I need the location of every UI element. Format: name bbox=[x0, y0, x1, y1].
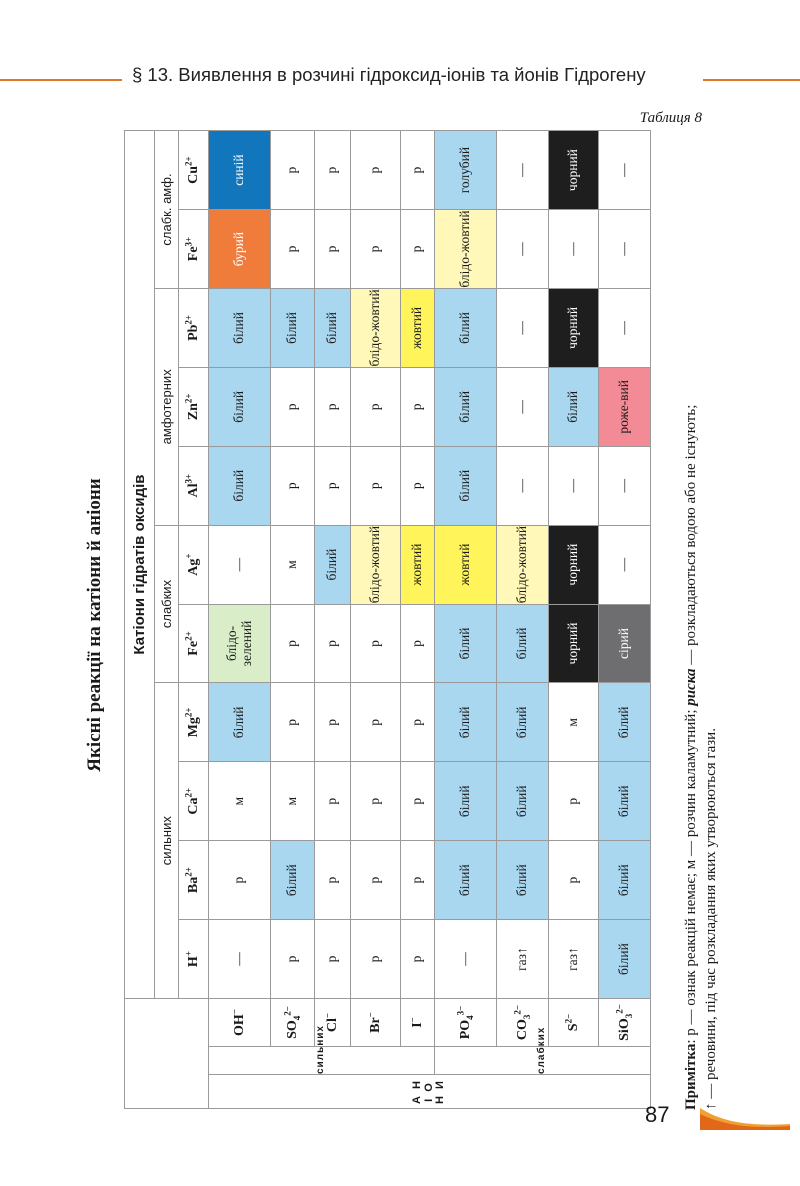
table-cell: чорний bbox=[549, 288, 599, 367]
table-cell: білий bbox=[271, 288, 315, 367]
table-cell: білий bbox=[315, 525, 351, 604]
table-row bbox=[315, 131, 351, 1109]
cation-header-1 bbox=[179, 841, 209, 920]
table-cell: — bbox=[497, 131, 549, 210]
cation-symbol: Fe bbox=[186, 640, 202, 656]
table-cell: р bbox=[315, 367, 351, 446]
table-cell: білий bbox=[209, 446, 271, 525]
anion-header bbox=[549, 998, 599, 1046]
table-cell: білий bbox=[497, 762, 549, 841]
table-cell: блідо-жовтий bbox=[435, 210, 497, 289]
table-cell: білий bbox=[209, 367, 271, 446]
table-cell: р bbox=[271, 683, 315, 762]
table-cell: білий bbox=[599, 841, 651, 920]
anion-header bbox=[271, 998, 315, 1046]
anion-charge: − bbox=[365, 1012, 376, 1018]
table-title: Якісні реакції на катіони й аніони bbox=[84, 478, 105, 772]
table-cell: р bbox=[271, 210, 315, 289]
table-cell: жовтий bbox=[435, 525, 497, 604]
anion-charge: 2− bbox=[563, 1013, 574, 1024]
table-cell: білий bbox=[435, 446, 497, 525]
cation-charge: 2+ bbox=[183, 393, 194, 404]
table-cell: р bbox=[351, 920, 401, 999]
table-cell: блідо-жовтий bbox=[351, 525, 401, 604]
cation-header-10 bbox=[179, 131, 209, 210]
header-rule-right bbox=[703, 79, 800, 81]
anion-symbol: PO bbox=[457, 1019, 473, 1040]
table-cell: р bbox=[351, 841, 401, 920]
table-cell: чорний bbox=[549, 604, 599, 683]
table-cell: білий bbox=[435, 683, 497, 762]
cation-header-5 bbox=[179, 525, 209, 604]
table-cell: р bbox=[209, 841, 271, 920]
cation-header-7 bbox=[179, 367, 209, 446]
table-cell: білий bbox=[599, 762, 651, 841]
anion-symbol: OH bbox=[231, 1014, 247, 1036]
table-cell: жовтий bbox=[401, 288, 435, 367]
table-cell: білий bbox=[435, 762, 497, 841]
table-note bbox=[681, 142, 722, 1110]
table-cell: — bbox=[497, 210, 549, 289]
table-cell: р bbox=[549, 841, 599, 920]
note-bold-word: риска bbox=[683, 668, 699, 706]
table-cell: — bbox=[209, 920, 271, 999]
table-cell: р bbox=[549, 762, 599, 841]
cation-symbol: Al bbox=[186, 483, 202, 498]
table-cell: газ↑ bbox=[497, 920, 549, 999]
cation-group-1: слабких bbox=[155, 525, 179, 683]
cation-charge: 2+ bbox=[183, 314, 194, 325]
table-row bbox=[351, 131, 401, 1109]
table-cell: голубий bbox=[435, 131, 497, 210]
table-cell: білий bbox=[315, 288, 351, 367]
anion-symbol: Cl bbox=[324, 1018, 340, 1033]
cation-header-3 bbox=[179, 683, 209, 762]
table-cell: — bbox=[497, 367, 549, 446]
anion-header bbox=[351, 998, 401, 1046]
cation-charge: 3+ bbox=[183, 473, 194, 484]
anion-symbol: CO bbox=[514, 1019, 530, 1041]
cation-charge: 2+ bbox=[183, 867, 194, 877]
table-row bbox=[497, 131, 549, 1109]
anion-symbol: I bbox=[409, 1022, 425, 1028]
table-cell: р bbox=[271, 367, 315, 446]
note-label: Примітка bbox=[683, 1043, 699, 1110]
table-cell: синій bbox=[209, 131, 271, 210]
table-cell: — bbox=[209, 525, 271, 604]
table-cell: р bbox=[351, 446, 401, 525]
table-cell: блідо-жовтий bbox=[497, 525, 549, 604]
table-cell: р bbox=[401, 762, 435, 841]
table-cell: — bbox=[599, 446, 651, 525]
table-cell: р bbox=[315, 131, 351, 210]
anion-charge: − bbox=[229, 1009, 240, 1015]
anion-symbol: SO bbox=[284, 1020, 300, 1039]
reactions-table bbox=[124, 130, 651, 1109]
note-text-1: : р — ознак реакцій немає; м — розчин каламутний; bbox=[683, 705, 699, 1044]
table-cell: — bbox=[599, 131, 651, 210]
anion-charge: 3− bbox=[455, 1005, 466, 1016]
table-cell: — bbox=[497, 446, 549, 525]
table-cell: білий bbox=[497, 604, 549, 683]
anions-label: А Н І О Н И bbox=[209, 1075, 651, 1109]
table-label: Таблиця 8 bbox=[639, 110, 702, 126]
table-cell: — bbox=[549, 446, 599, 525]
cations-header: Катіони гідратів оксидів bbox=[125, 131, 155, 999]
cation-symbol: Zn bbox=[186, 403, 202, 421]
note-text-3: ↑ — речовини, під час розкладання яких утворюються гази. bbox=[703, 728, 720, 1110]
table-cell: білий bbox=[209, 288, 271, 367]
cation-charge: 2+ bbox=[183, 631, 194, 641]
anion-header bbox=[435, 998, 497, 1046]
table-cell: білий bbox=[599, 920, 651, 999]
page-number: 87 bbox=[645, 1102, 670, 1127]
cation-symbol: Pb bbox=[186, 324, 202, 341]
cation-symbol: Cu bbox=[186, 165, 202, 184]
table-cell: чорний bbox=[549, 131, 599, 210]
table-cell: р bbox=[401, 367, 435, 446]
anion-charge: 2− bbox=[282, 1006, 293, 1016]
table-cell: р bbox=[271, 131, 315, 210]
table-cell: р bbox=[351, 762, 401, 841]
table-cell: м bbox=[271, 762, 315, 841]
corner-cell bbox=[125, 998, 209, 1108]
table-cell: р bbox=[351, 210, 401, 289]
table-row bbox=[271, 131, 315, 1109]
anion-symbol: SiO bbox=[616, 1018, 632, 1041]
anion-charge: − bbox=[322, 1012, 333, 1019]
anion-header bbox=[209, 998, 271, 1046]
header-rule-left bbox=[0, 79, 122, 81]
table-cell: р bbox=[315, 446, 351, 525]
cation-group-2: амфотерних bbox=[155, 288, 179, 525]
table-cell: білий bbox=[435, 604, 497, 683]
table-cell: сірий bbox=[599, 604, 651, 683]
table-cell: — bbox=[497, 288, 549, 367]
table-cell: роже-вий bbox=[599, 367, 651, 446]
table-cell: р bbox=[351, 604, 401, 683]
table-row bbox=[599, 131, 651, 1109]
table-cell: бурий bbox=[209, 210, 271, 289]
table-cell: р bbox=[315, 841, 351, 920]
table-cell: р bbox=[401, 920, 435, 999]
table-cell: білий bbox=[435, 841, 497, 920]
cation-header-0 bbox=[179, 920, 209, 999]
table-cell: р bbox=[351, 683, 401, 762]
table-cell: р bbox=[315, 762, 351, 841]
anion-header bbox=[599, 998, 651, 1046]
table-cell: р bbox=[315, 920, 351, 999]
table-cell: р bbox=[271, 446, 315, 525]
cation-charge: + bbox=[183, 553, 194, 559]
table-cell: білий bbox=[209, 683, 271, 762]
table-row bbox=[549, 131, 599, 1109]
anion-charge: − bbox=[407, 1017, 418, 1023]
table-cell: р bbox=[401, 683, 435, 762]
table-cell: м bbox=[271, 525, 315, 604]
table-cell: р bbox=[271, 920, 315, 999]
table-cell: р bbox=[351, 131, 401, 210]
table-cell: р bbox=[401, 131, 435, 210]
anion-subscript: 4 bbox=[291, 1015, 302, 1021]
anion-subscript: 3 bbox=[623, 1013, 634, 1019]
anion-subscript: 4 bbox=[464, 1015, 475, 1020]
strong-label: сильних bbox=[209, 1047, 435, 1075]
table-cell: — bbox=[435, 920, 497, 999]
table-row bbox=[401, 131, 435, 1109]
cation-charge: 2+ bbox=[183, 156, 194, 166]
table-cell: р bbox=[401, 841, 435, 920]
table-cell: р bbox=[401, 210, 435, 289]
cation-header-4 bbox=[179, 604, 209, 683]
table-cell: м bbox=[549, 683, 599, 762]
anion-charge: 2− bbox=[614, 1004, 625, 1014]
anion-header bbox=[401, 998, 435, 1046]
table-cell: білий bbox=[497, 841, 549, 920]
anion-charge: 2− bbox=[512, 1004, 523, 1015]
table-cell: білий bbox=[549, 367, 599, 446]
table-cell: р bbox=[401, 446, 435, 525]
table-cell: м bbox=[209, 762, 271, 841]
table-cell: р bbox=[401, 604, 435, 683]
table-cell: — bbox=[599, 210, 651, 289]
table-cell: білий bbox=[599, 683, 651, 762]
table-cell: — bbox=[599, 288, 651, 367]
weak-label: слабких bbox=[435, 1047, 651, 1075]
cation-symbol: Mg bbox=[186, 717, 202, 738]
note-text-2: — розкладаються водою або не існують; bbox=[683, 404, 699, 669]
cation-header-8 bbox=[179, 288, 209, 367]
cation-symbol: Ca bbox=[186, 797, 202, 815]
cation-header-6 bbox=[179, 446, 209, 525]
table-cell: білий bbox=[435, 288, 497, 367]
cation-charge: 2+ bbox=[183, 787, 194, 798]
cation-charge: 3+ bbox=[183, 236, 194, 247]
anion-symbol: Br bbox=[367, 1017, 383, 1033]
rotated-table-block bbox=[84, 140, 734, 1110]
cation-symbol: Ag bbox=[186, 558, 202, 576]
table-row bbox=[209, 131, 271, 1109]
anion-symbol: S bbox=[565, 1023, 581, 1032]
table-cell: р bbox=[271, 604, 315, 683]
cation-group-3: слабк. амф. bbox=[155, 131, 179, 289]
table-cell: блідо-зелений bbox=[209, 604, 271, 683]
table-cell: жовтий bbox=[401, 525, 435, 604]
section-title: § 13. Виявлення в розчині гідроксид-іонів та йонів Гідрогену bbox=[132, 64, 646, 85]
anion-subscript: 3 bbox=[521, 1014, 532, 1020]
table-cell: білий bbox=[435, 367, 497, 446]
cation-symbol: Fe bbox=[186, 246, 202, 262]
table-cell: р bbox=[315, 683, 351, 762]
table-cell: блідо-жовтий bbox=[351, 288, 401, 367]
page-corner-swoosh-icon bbox=[700, 1104, 790, 1130]
cation-header-9 bbox=[179, 210, 209, 289]
table-cell: білий bbox=[271, 841, 315, 920]
cation-header-2 bbox=[179, 762, 209, 841]
table-cell: р bbox=[315, 210, 351, 289]
cation-group-0: сильних bbox=[155, 683, 179, 999]
table-cell: р bbox=[315, 604, 351, 683]
table-cell: чорний bbox=[549, 525, 599, 604]
table-cell: — bbox=[549, 210, 599, 289]
table-cell: — bbox=[599, 525, 651, 604]
table-row bbox=[435, 131, 497, 1109]
cation-charge: + bbox=[183, 951, 194, 957]
cation-charge: 2+ bbox=[183, 707, 194, 718]
table-cell: р bbox=[351, 367, 401, 446]
table-cell: білий bbox=[497, 683, 549, 762]
cation-symbol: Ba bbox=[186, 876, 202, 894]
cation-symbol: H bbox=[186, 956, 202, 968]
table-cell: газ↑ bbox=[549, 920, 599, 999]
